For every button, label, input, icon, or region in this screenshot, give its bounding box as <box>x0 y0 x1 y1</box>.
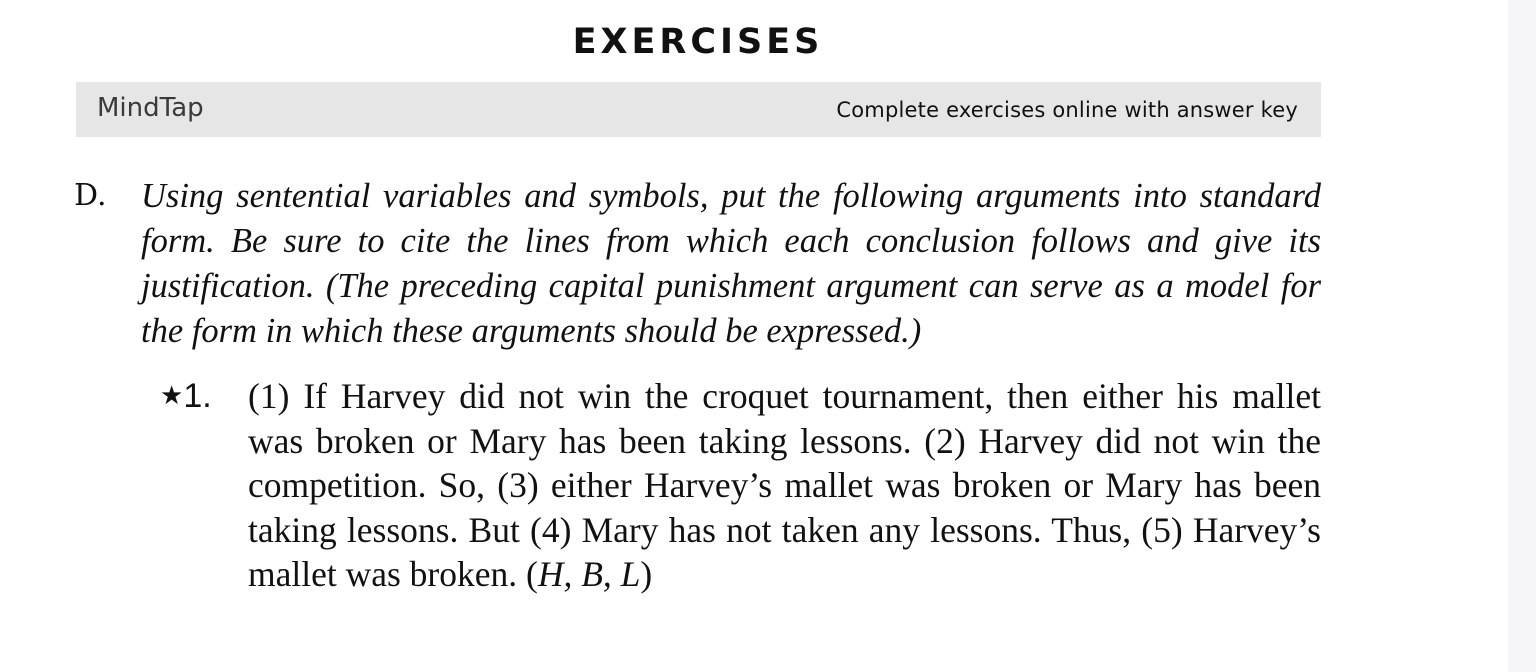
variable-letters: H, B, L <box>537 554 641 594</box>
section-heading: EXERCISES <box>572 22 824 62</box>
problem-text <box>248 374 1321 597</box>
online-exercises-link[interactable]: Complete exercises online with answer key <box>836 98 1298 122</box>
mindtap-logo: MindTap <box>97 93 204 123</box>
problem-number-label: 1. <box>183 377 212 415</box>
variable-list: (H, B, L) <box>526 554 653 594</box>
problem-number <box>160 374 212 418</box>
exercise-label: D. <box>74 178 107 213</box>
star-icon: ★ <box>160 381 184 411</box>
mindtap-banner <box>76 82 1321 137</box>
page-gutter <box>1508 0 1536 672</box>
problem-body: (1) If Harvey did not win the croquet tournament, then either his mallet was broken or Mary has been taking lessons. (2) Harvey did not win the competition. So, (3) either Harvey’s mallet was broken or Mary has been taking lessons. But (4) Mary has not taken any lessons. Thus, (5) Harvey’s mallet was broken. <box>248 376 1321 594</box>
exercise-instructions: Using sentential variables and symbols, put the following arguments into standard form. Be sure to cite the lines from which each conclusion follows and give its justification. (The preceding capital punishment argument can serve as a model for the form in which these arguments should be expressed.) <box>141 177 1321 350</box>
